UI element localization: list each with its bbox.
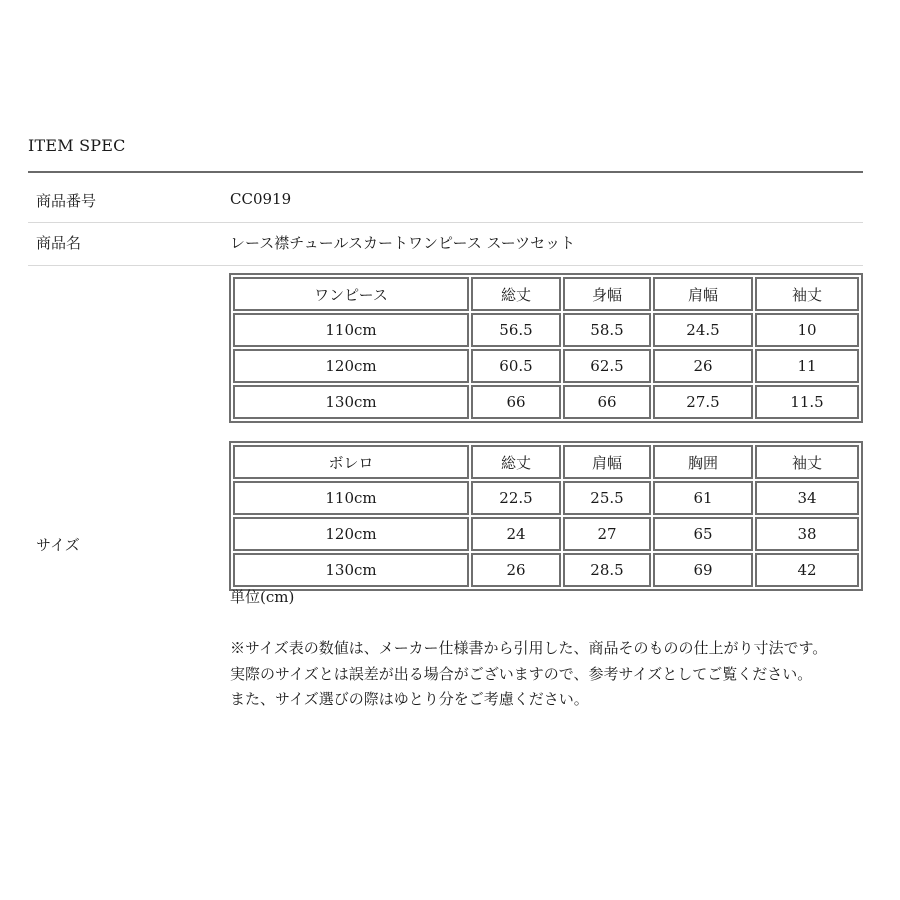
table-row — [233, 349, 859, 383]
note-line: 実際のサイズとは誤差が出る場合がございますので、参考サイズとしてご覧ください。 — [230, 664, 813, 683]
size-notes — [230, 636, 866, 713]
table-cell: 42 — [755, 553, 859, 587]
product-name-value: レース襟チュールスカートワンピース スーツセット — [230, 234, 576, 252]
table-cell: 110cm — [233, 313, 469, 347]
table-cell: 60.5 — [471, 349, 561, 383]
table-cell: 28.5 — [563, 553, 651, 587]
table-cell: 120cm — [233, 349, 469, 383]
table-cell: 34 — [755, 481, 859, 515]
table-header-row — [233, 277, 859, 311]
table-cell: 26 — [653, 349, 753, 383]
table-cell: 65 — [653, 517, 753, 551]
heading-divider — [28, 171, 863, 173]
unit-note: 単位(cm) — [230, 588, 295, 606]
table-header-row — [233, 445, 859, 479]
table-header-cell: 袖丈 — [755, 277, 859, 311]
table-cell: 66 — [471, 385, 561, 419]
table-cell: 11 — [755, 349, 859, 383]
table-cell: 120cm — [233, 517, 469, 551]
table-cell: 24 — [471, 517, 561, 551]
table-cell: 27 — [563, 517, 651, 551]
product-number-label: 商品番号 — [36, 192, 97, 210]
table-header-cell: ボレロ — [233, 445, 469, 479]
table-cell: 38 — [755, 517, 859, 551]
table-cell: 24.5 — [653, 313, 753, 347]
table-row — [233, 385, 859, 419]
section-heading: ITEM SPEC — [28, 136, 126, 155]
table-cell: 58.5 — [563, 313, 651, 347]
table-header-cell: 肩幅 — [563, 445, 651, 479]
table-row — [233, 481, 859, 515]
table-row — [233, 517, 859, 551]
table-header-cell: 総丈 — [471, 277, 561, 311]
note-line: また、サイズ選びの際はゆとり分をご考慮ください。 — [230, 690, 589, 708]
table-row — [233, 553, 859, 587]
table-cell: 61 — [653, 481, 753, 515]
table-cell: 62.5 — [563, 349, 651, 383]
size-label: サイズ — [36, 536, 80, 554]
table-cell: 11.5 — [755, 385, 859, 419]
table-header-cell: 胸囲 — [653, 445, 753, 479]
dress-size-table — [229, 273, 863, 423]
table-cell: 110cm — [233, 481, 469, 515]
bolero-size-table — [229, 441, 863, 591]
table-cell: 130cm — [233, 553, 469, 587]
note-line: ※サイズ表の数値は、メーカー仕様書から引用した、商品そのものの仕上がり寸法です。 — [230, 639, 828, 657]
table-cell: 25.5 — [563, 481, 651, 515]
table-header-cell: 総丈 — [471, 445, 561, 479]
table-header-cell: 肩幅 — [653, 277, 753, 311]
table-row — [233, 313, 859, 347]
table-header-cell: 身幅 — [563, 277, 651, 311]
table-cell: 56.5 — [471, 313, 561, 347]
table-cell: 130cm — [233, 385, 469, 419]
table-cell: 26 — [471, 553, 561, 587]
table-cell: 69 — [653, 553, 753, 587]
table-header-cell: ワンピース — [233, 277, 469, 311]
row-divider — [28, 265, 863, 266]
table-cell: 22.5 — [471, 481, 561, 515]
table-header-cell: 袖丈 — [755, 445, 859, 479]
product-number-value: CC0919 — [230, 190, 292, 208]
table-cell: 66 — [563, 385, 651, 419]
product-name-label: 商品名 — [36, 234, 82, 252]
row-divider — [28, 222, 863, 223]
table-cell: 10 — [755, 313, 859, 347]
table-cell: 27.5 — [653, 385, 753, 419]
